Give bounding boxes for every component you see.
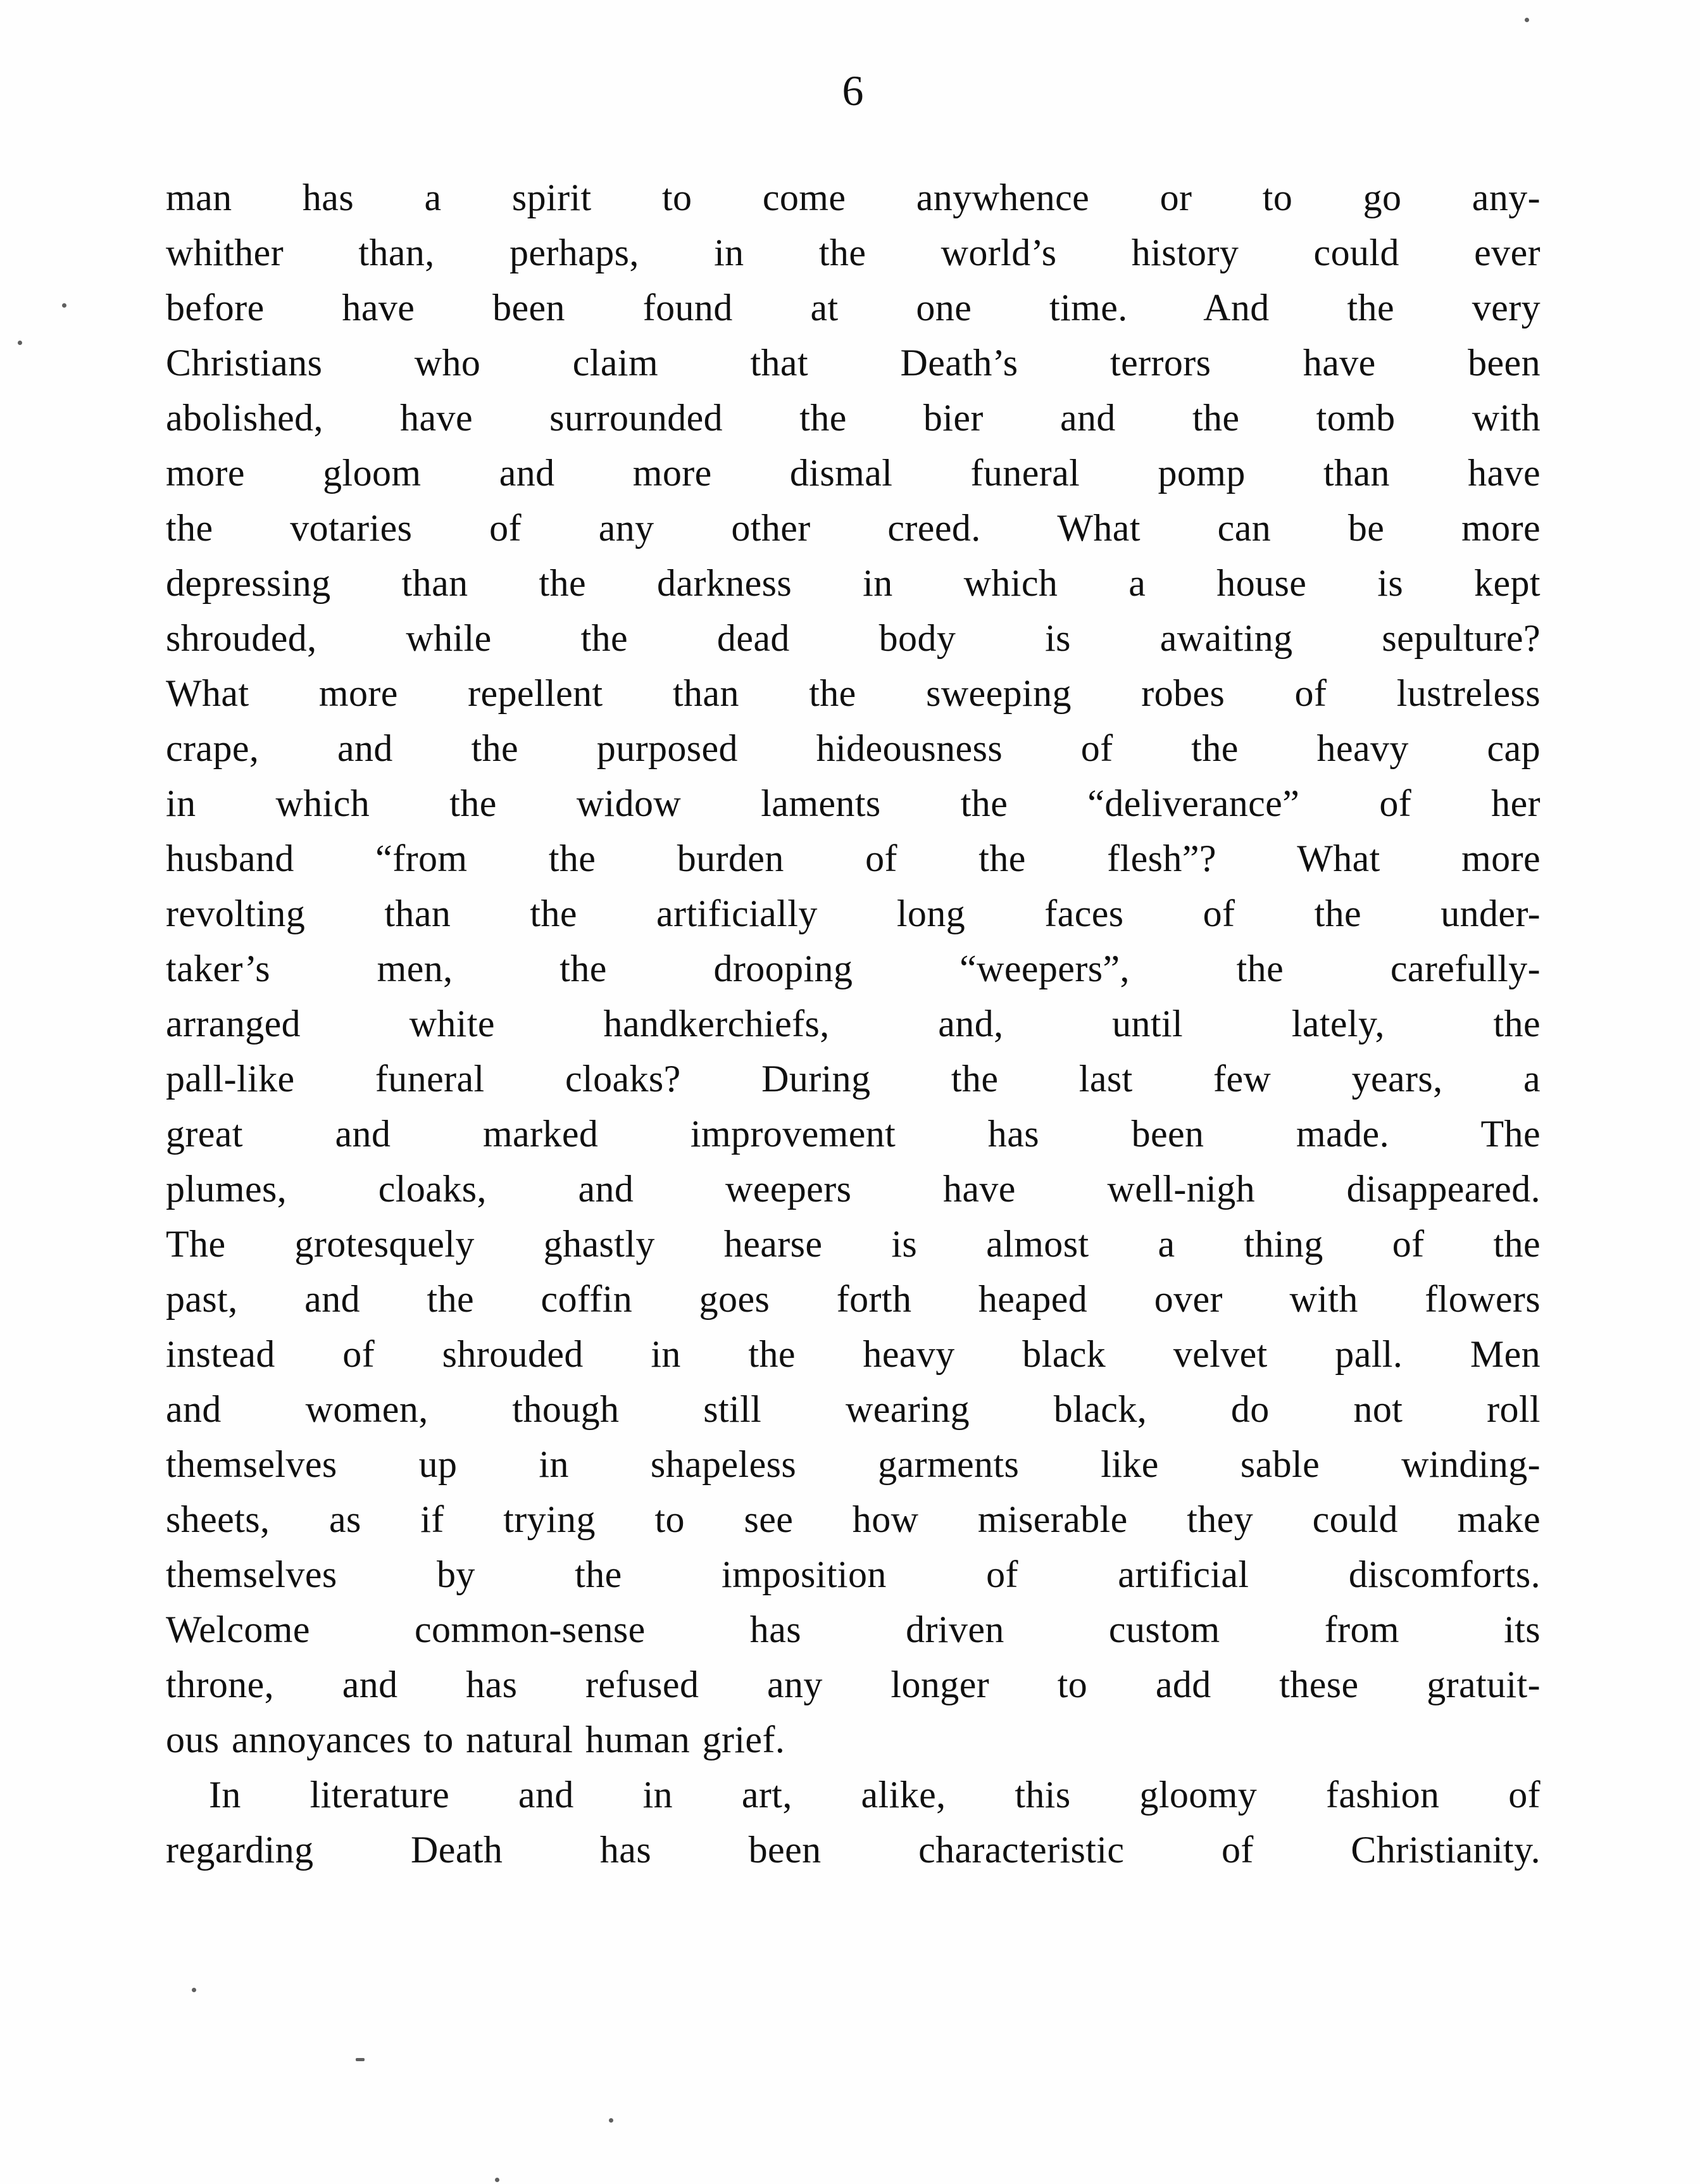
- text-line: the votaries of any other creed. What can be more: [166, 507, 1541, 549]
- scan-artifact: [18, 341, 22, 345]
- scan-artifact: [1525, 18, 1529, 22]
- text-line: Christians who claim that Death’s terrors have been: [166, 342, 1541, 384]
- text-line: throne, and has refused any longer to add these gratuit-: [166, 1664, 1541, 1705]
- text-line: What more repellent than the sweeping robes of lustreless: [166, 672, 1541, 714]
- text-line: abolished, have surrounded the bier and the tomb with: [166, 397, 1541, 439]
- text-line: In literature and in art, alike, this gloomy fashion of: [209, 1774, 1541, 1816]
- text-line: plumes, cloaks, and weepers have well-nigh disappeared.: [166, 1168, 1541, 1210]
- text-line: more gloom and more dismal funeral pomp than have: [166, 452, 1541, 494]
- text-line: man has a spirit to come anywhence or to go any-: [166, 177, 1541, 218]
- text-line: past, and the coffin goes forth heaped over with flowers: [166, 1278, 1541, 1320]
- text-line: instead of shrouded in the heavy black velvet pall. Men: [166, 1333, 1541, 1375]
- text-line: shrouded, while the dead body is awaiting sepulture?: [166, 617, 1541, 659]
- text-line: pall-like funeral cloaks? During the last few years, a: [166, 1058, 1541, 1100]
- text-line: themselves by the imposition of artificial discomforts.: [166, 1553, 1541, 1595]
- text-line: crape, and the purposed hideousness of the heavy cap: [166, 727, 1541, 769]
- text-line: The grotesquely ghastly hearse is almost a thing of the: [166, 1223, 1541, 1265]
- text-line: in which the widow laments the “deliverance” of her: [166, 782, 1541, 824]
- text-line: sheets, as if trying to see how miserable they could make: [166, 1498, 1541, 1540]
- text-line: arranged white handkerchiefs, and, until lately, the: [166, 1003, 1541, 1045]
- text-line: husband “from the burden of the flesh”? What more: [166, 838, 1541, 879]
- text-line: whither than, perhaps, in the world’s history could ever: [166, 232, 1541, 273]
- scan-artifact: [356, 2058, 365, 2061]
- page-number: 6: [842, 66, 865, 115]
- book-page: [166, 0, 1541, 1878]
- scan-artifact: [62, 303, 66, 308]
- text-line: taker’s men, the drooping “weepers”, the carefully-: [166, 948, 1541, 989]
- scan-artifact: [609, 2118, 613, 2123]
- scan-artifact: [192, 1988, 196, 1992]
- text-line: depressing than the darkness in which a house is kept: [166, 562, 1541, 604]
- text-line: before have been found at one time. And the very: [166, 287, 1541, 329]
- text-line: regarding Death has been characteristic of Christianity.: [166, 1829, 1541, 1871]
- text-line: Welcome common-sense has driven custom from its: [166, 1609, 1541, 1650]
- scan-artifact: [495, 2178, 499, 2182]
- text-line: and women, though still wearing black, do not roll: [166, 1388, 1541, 1430]
- text-line: great and marked improvement has been made. The: [166, 1113, 1541, 1155]
- text-line: revolting than the artificially long faces of the under-: [166, 893, 1541, 934]
- text-line: ous annoyances to natural human grief.: [166, 1719, 785, 1760]
- text-line: themselves up in shapeless garments like sable winding-: [166, 1443, 1541, 1485]
- text-block: [166, 170, 1541, 1878]
